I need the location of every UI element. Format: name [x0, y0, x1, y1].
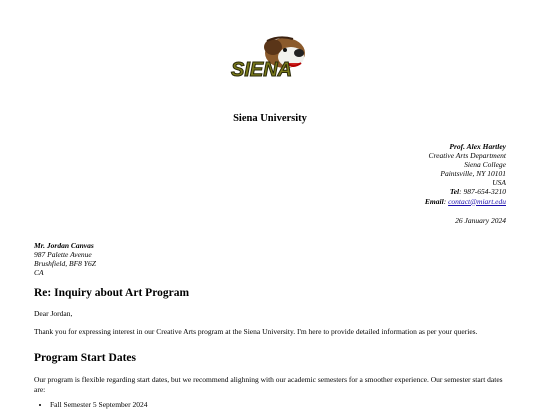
siena-saint-bernard-logo-icon	[227, 33, 313, 83]
sender-country: USA	[492, 178, 506, 188]
recipient-name: Mr. Jordan Canvas	[34, 241, 94, 250]
email-separator: :	[443, 196, 449, 206]
recipient-city: Brushfield, BF8 Y6Z	[34, 259, 96, 269]
tel-value: : 987-654-3210	[459, 187, 506, 197]
email-label: Email	[424, 196, 444, 206]
sender-college: Siena College	[464, 160, 506, 170]
list-item: • Fall Semester 5 September 2024	[50, 400, 147, 410]
email-link[interactable]: contact@miart.edu	[448, 196, 506, 206]
start-dates-paragraph: Our program is flexible regarding start dates, but we recommend alighning with our academic semesters for a smoother experience. Our semester start dates are:	[34, 375, 503, 394]
greeting: Dear Jordan,	[34, 309, 73, 318]
intro-paragraph: Thank you for expressing interest in our Creative Arts program at the Siena University. I'm here to provide detailed information as per your queries.	[34, 327, 478, 336]
sender-email-line	[425, 197, 506, 206]
letter-date: 26 January 2024	[455, 216, 506, 225]
sender-city: Paintsville, NY 10101	[440, 169, 506, 179]
sender-address-block	[425, 142, 506, 206]
sender-name: Prof. Alex Hartley	[449, 142, 506, 151]
subject-heading: Re: Inquiry about Art Program	[34, 287, 190, 299]
university-name: Siena University	[233, 113, 307, 124]
recipient-address-block	[34, 241, 96, 277]
sender-tel-line	[425, 187, 506, 196]
sender-department: Creative Arts Department	[428, 151, 506, 161]
siena-wordmark: SIENA	[231, 59, 293, 81]
tel-label: Tel	[449, 187, 460, 197]
recipient-street: 987 Palette Avenue	[34, 250, 92, 260]
section-heading-start-dates: Program Start Dates	[34, 352, 136, 364]
recipient-region: CA	[34, 268, 44, 278]
siena-logo	[227, 33, 313, 83]
